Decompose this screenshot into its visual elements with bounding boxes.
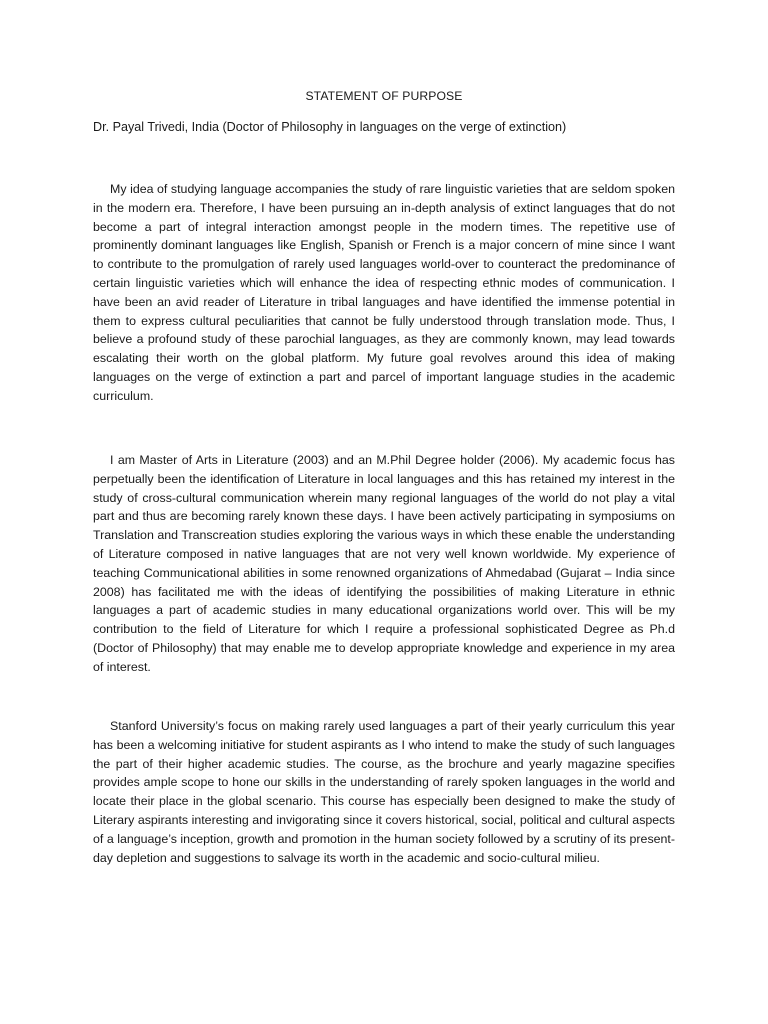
paragraph-2: I am Master of Arts in Literature (2003) and an M.Phil Degree holder (2006). My academic focus has perpetually been the identification of Literature in local languages and this has retained my interest in the study of cross-cultural communication wherein many regional languages of the world do not play a vital part and thus are becoming rarely known these days. I have been actively participating in symposiums on Translation and Transcreation studies exploring the various ways in which these enable the understanding of Literature composed in native languages that are not very well known worldwide. My experience of teaching Communicational abilities in some renowned organizations of Ahmedabad (Gujarat – India since 2008) has facilitated me with the ideas of identifying the possibilities of making Literature in ethnic languages a part of academic studies in many educational organizations world over. This will be my contribution to the field of Literature for which I require a professional sophisticated Degree as Ph.d (Doctor of Philosophy) that may enable me to develop appropriate knowledge and experience in my area of interest. (93, 453, 675, 674)
document-title: STATEMENT OF PURPOSE (305, 89, 463, 103)
paragraph-3: Stanford University’s focus on making rarely used languages a part of their yearly curriculum this year has been a welcoming initiative for student aspirants as I who intend to make the study of such languages the part of their higher academic studies. The course, as the brochure and yearly magazine specifies provides ample scope to hone our skills in the understanding of rarely spoken languages in the world and locate their place in the global scenario. This course has especially been designed to make the study of Literary aspirants interesting and invigorating since it covers historical, social, political and cultural aspects of a language’s inception, growth and promotion in the human society followed by a scrutiny of its present-day depletion and suggestions to salvage its worth in the academic and socio-cultural milieu. (93, 719, 675, 865)
author-line: Dr. Payal Trivedi, India (Doctor of Philosophy in languages on the verge of extinction) (93, 120, 567, 134)
paragraph-1: My idea of studying language accompanies the study of rare linguistic varieties that are seldom spoken in the modern era. Therefore, I have been pursuing an in-depth analysis of extinct languages that do not become a part of integral interaction amongst people in the modern times. The repetitive use of prominently dominant languages like English, Spanish or French is a major concern of mine since I want to contribute to the promulgation of rarely used languages world-over to counteract the predominance of certain linguistic varieties which will enhance the idea of respecting ethnic modes of communication. I have been an avid reader of Literature in tribal languages and have identified the immense potential in them to express cultural peculiarities that cannot be fully understood through translation mode. Thus, I believe a profound study of these parochial languages, as they are commonly known, may lead towards escalating their worth on the global platform. My future goal revolves around this idea of making languages on the verge of extinction a part and parcel of important language studies in the academic curriculum. (93, 182, 675, 403)
